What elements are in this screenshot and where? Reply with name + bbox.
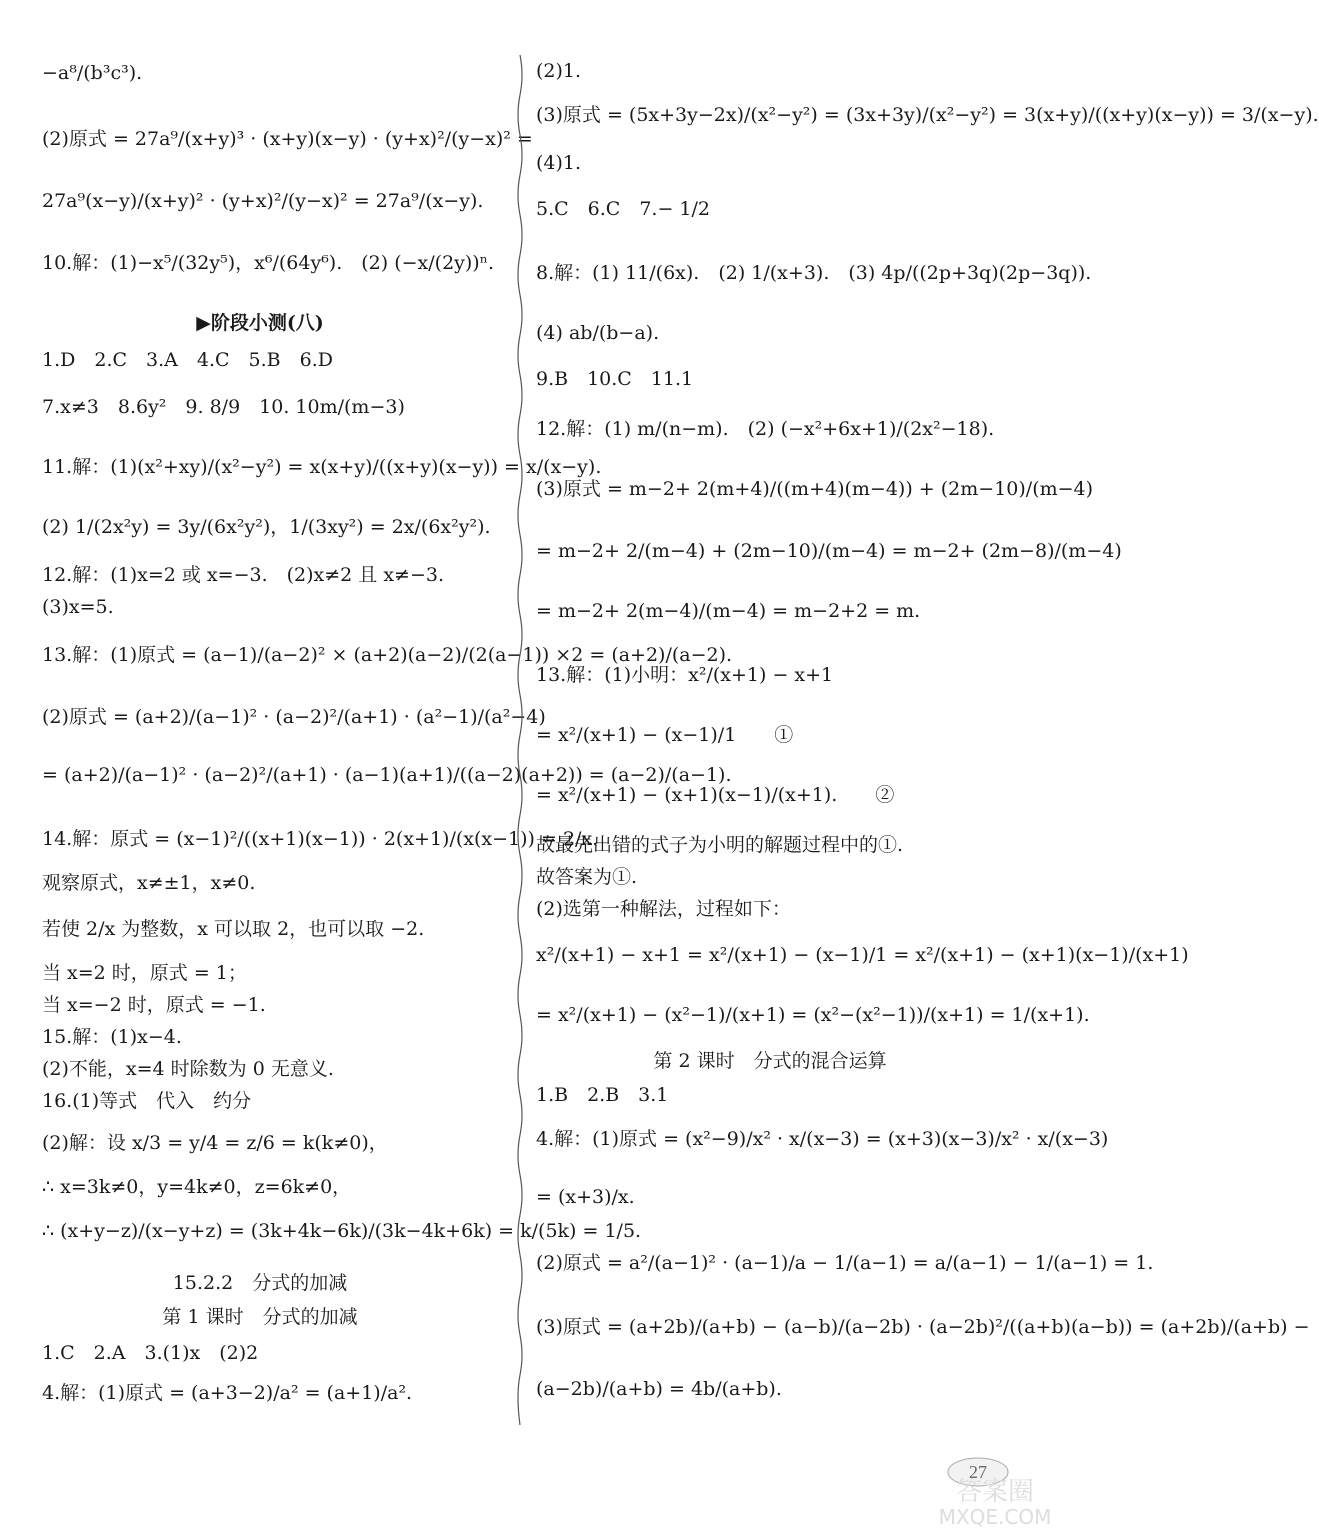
right-line-15: 故答案为①. xyxy=(536,866,638,888)
left-line-11: 13.解：(1)原式 = (a−1)/(a−2)² × (a+2)(a−2)/(2(a−1)) ×2 = (a+2)/(a−2). xyxy=(42,644,733,666)
left-line-22: (2)解：设 x/3 = y/4 = z/6 = k(k≠0)， xyxy=(42,1132,388,1154)
left-line-15: 观察原式，x≠±1，x≠0. xyxy=(42,872,256,894)
right-line-2: (4)1. xyxy=(536,152,582,174)
left-line-24: ∴ (x+y−z)/(x−y+z) = (3k+4k−6k)/(3k−4k+6k) = k/(5k) = 1/5. xyxy=(42,1220,642,1242)
right-line-1: (3)原式 = (5x+3y−2x)/(x²−y²) = (3x+3y)/(x²−y²) = 3(x+y)/((x+y)(x−y)) = 3/(x−y). xyxy=(536,104,1319,126)
left-line-16: 若使 2/x 为整数，x 可以取 2，也可以取 −2. xyxy=(42,918,425,940)
lesson2-heading: 第 2 课时 分式的混合运算 xyxy=(653,1050,887,1072)
lesson-heading: 第 1 课时 分式的加减 xyxy=(162,1306,358,1328)
right-line-23: (2)原式 = a²/(a−1)² · (a−1)/a − 1/(a−1) = a/(a−1) − 1/(a−1) = 1. xyxy=(536,1252,1154,1274)
left-line-20: (2)不能，x=4 时除数为 0 无意义. xyxy=(42,1058,334,1080)
right-line-5: (4) ab/(b−a). xyxy=(536,322,660,344)
column-divider xyxy=(516,55,524,1425)
right-line-0: (2)1. xyxy=(536,60,582,82)
left-line-5: 1.D 2.C 3.A 4.C 5.B 6.D xyxy=(42,349,333,371)
left-line-21: 16.(1)等式 代入 约分 xyxy=(42,1090,252,1112)
subsection-heading: 15.2.2 分式的加减 xyxy=(172,1272,348,1294)
right-line-6: 9.B 10.C 11.1 xyxy=(536,368,694,390)
right-line-3: 5.C 6.C 7.− 1/2 xyxy=(536,198,710,220)
right-line-10: = m−2+ 2(m−4)/(m−4) = m−2+2 = m. xyxy=(536,600,921,622)
left-line-0: −a⁸/(b³c³). xyxy=(42,62,143,84)
right-line-4: 8.解：(1) 11/(6x). (2) 1/(x+3). (3) 4p/((2p+3q)(2p−3q)). xyxy=(536,262,1092,284)
right-line-13: = x²/(x+1) − (x+1)(x−1)/(x+1). ② xyxy=(536,784,895,806)
left-line-1: (2)原式 = 27a⁹/(x+y)³ · (x+y)(x−y) · (y+x)²/(y−x)² = xyxy=(42,128,533,150)
left-line-19: 15.解：(1)x−4. xyxy=(42,1026,182,1048)
left-line-23: ∴ x=3k≠0，y=4k≠0，z=6k≠0， xyxy=(42,1176,352,1198)
watermark-logo xyxy=(900,1440,1075,1530)
right-line-12: = x²/(x+1) − (x−1)/1 ① xyxy=(536,724,794,746)
left-line-17: 当 x=2 时，原式 = 1； xyxy=(42,962,247,984)
right-line-18: = x²/(x+1) − (x²−1)/(x+1) = (x²−(x²−1))/(x+1) = 1/(x+1). xyxy=(536,1004,1090,1026)
left-line-9: 12.解：(1)x=2 或 x=−3. (2)x≠2 且 x≠−3. xyxy=(42,564,445,586)
right-line-11: 13.解：(1)小明：x²/(x+1) − x+1 xyxy=(536,664,834,686)
svg-text:答案圈: 答案圈 xyxy=(955,1477,1035,1507)
page-number: 27 xyxy=(969,1462,987,1482)
left-line-28: 4.解：(1)原式 = (a+3−2)/a² = (a+1)/a². xyxy=(42,1382,413,1404)
left-line-27: 1.C 2.A 3.(1)x (2)2 xyxy=(42,1342,259,1364)
left-line-12: (2)原式 = (a+2)/(a−1)² · (a−2)²/(a+1) · (a²−1)/(a²−4) xyxy=(42,706,546,728)
left-line-18: 当 x=−2 时，原式 = −1. xyxy=(42,994,266,1016)
right-line-7: 12.解：(1) m/(n−m). (2) (−x²+6x+1)/(2x²−18). xyxy=(536,418,995,440)
left-line-3: 10.解：(1)−x⁵/(32y⁵)，x⁶/(64y⁶). (2) (−x/(2y))ⁿ. xyxy=(42,252,494,274)
left-line-7: 11.解：(1)(x²+xy)/(x²−y²) = x(x+y)/((x+y)(x−y)) = x/(x−y). xyxy=(42,456,602,478)
left-line-10: (3)x=5. xyxy=(42,596,114,618)
right-line-22: = (x+3)/x. xyxy=(536,1186,635,1208)
right-line-25: (a−2b)/(a+b) = 4b/(a+b). xyxy=(536,1378,782,1400)
left-line-2: 27a⁹(x−y)/(x+y)² · (y+x)²/(y−x)² = 27a⁹/(x−y). xyxy=(42,190,484,212)
left-line-8: (2) 1/(2x²y) = 3y/(6x²y²)，1/(3xy²) = 2x/(6x²y²). xyxy=(42,516,491,538)
right-line-9: = m−2+ 2/(m−4) + (2m−10)/(m−4) = m−2+ (2m−8)/(m−4) xyxy=(536,540,1122,562)
left-line-6: 7.x≠3 8.6y² 9. 8/9 10. 10m/(m−3) xyxy=(42,396,405,418)
right-line-24: (3)原式 = (a+2b)/(a+b) − (a−b)/(a−2b) · (a−2b)²/((a+b)(a−b)) = (a+2b)/(a+b) − xyxy=(536,1316,1310,1338)
section-heading: ▶阶段小测(八) xyxy=(196,312,324,334)
right-line-20: 1.B 2.B 3.1 xyxy=(536,1084,669,1106)
left-line-13: = (a+2)/(a−1)² · (a−2)²/(a+1) · (a−1)(a+1)/((a−2)(a+2)) = (a−2)/(a−1). xyxy=(42,764,732,786)
right-line-17: x²/(x+1) − x+1 = x²/(x+1) − (x−1)/1 = x²/(x+1) − (x+1)(x−1)/(x+1) xyxy=(536,944,1189,966)
left-line-14: 14.解：原式 = (x−1)²/((x+1)(x−1)) · 2(x+1)/(x(x−1)) = 2/x. xyxy=(42,828,599,850)
right-line-21: 4.解：(1)原式 = (x²−9)/x² · x/(x−3) = (x+3)(x−3)/x² · x/(x−3) xyxy=(536,1128,1109,1150)
right-line-14: 故最先出错的式子为小明的解题过程中的①. xyxy=(536,834,904,856)
right-line-16: (2)选第一种解法，过程如下： xyxy=(536,898,791,920)
svg-text:MXQE.COM: MXQE.COM xyxy=(938,1505,1052,1529)
right-line-8: (3)原式 = m−2+ 2(m+4)/((m+4)(m−4)) + (2m−10)/(m−4) xyxy=(536,478,1094,500)
